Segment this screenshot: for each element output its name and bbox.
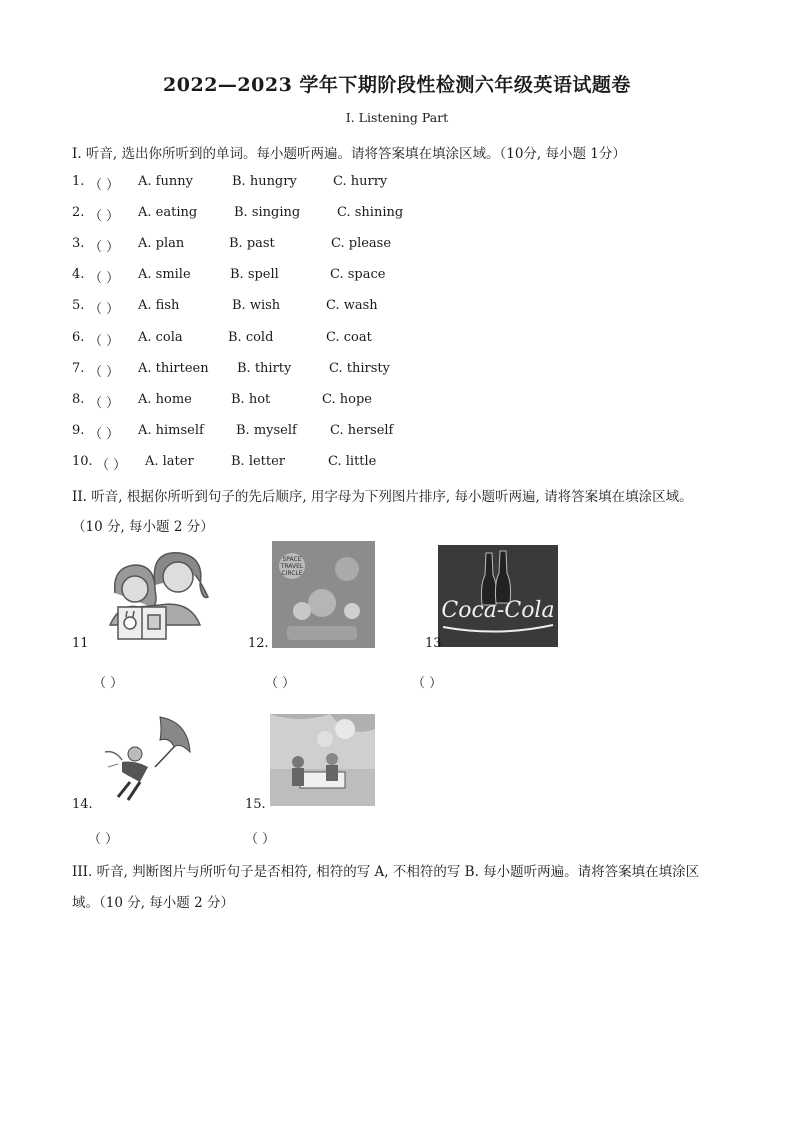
option-a: A. thirteen	[138, 361, 209, 376]
item-11-number: 11	[72, 636, 89, 651]
option-a: A. eating	[138, 205, 198, 220]
question-row	[72, 267, 472, 285]
item-13-answer-blank[interactable]: （ ）	[412, 676, 443, 691]
question-number: 8.	[72, 392, 85, 407]
question-number: 2.	[72, 205, 85, 220]
option-b: B. past	[229, 236, 275, 251]
image-outdoor-picnic	[270, 714, 375, 806]
option-b: B. wish	[232, 298, 281, 313]
question-row	[72, 454, 472, 472]
item-14-number: 14.	[72, 797, 93, 812]
item-13-number: 13	[425, 636, 442, 651]
answer-blank[interactable]: （ ）	[89, 396, 120, 411]
section3-instruction-line2: 域。（10 分, 每小题 2 分）	[72, 895, 234, 911]
option-b: B. cold	[228, 330, 274, 345]
question-number: 7.	[72, 361, 85, 376]
poster-text-line1: SPACE	[282, 556, 302, 563]
item-14-answer-blank[interactable]: （ ）	[88, 832, 119, 847]
option-b: B. singing	[234, 205, 301, 220]
answer-blank[interactable]: （ ）	[89, 178, 120, 193]
question-row	[72, 298, 472, 316]
section3-instruction-line1: III. 听音, 判断图片与所听句子是否相符, 相符的写 A, 不相符的写 B. 每小题听两遍。请将答案填在填涂区	[72, 864, 700, 880]
question-number: 6.	[72, 330, 85, 345]
question-row	[72, 236, 472, 254]
answer-blank[interactable]: （ ）	[89, 334, 120, 349]
option-a: A. cola	[138, 330, 183, 345]
section1-instruction: I. 听音, 选出你所听到的单词。每小题听两遍。请将答案填在填涂区域。（10分, 每小题 1分）	[72, 146, 626, 162]
option-c: C. herself	[330, 423, 394, 438]
option-a: A. plan	[138, 236, 185, 251]
answer-blank[interactable]: （ ）	[89, 302, 120, 317]
section2-instruction-line1: II. 听音, 根据你所听到句子的先后顺序, 用字母为下列图片排序, 每小题听两遍, 请将答案填在填涂区域。	[72, 489, 693, 505]
item-15-answer-blank[interactable]: （ ）	[245, 832, 276, 847]
option-c: C. space	[330, 267, 386, 282]
option-a: A. funny	[138, 174, 193, 189]
option-b: B. thirty	[237, 361, 292, 376]
cola-logo-text: Coca-Cola	[441, 598, 555, 623]
option-a: A. later	[145, 454, 194, 469]
question-row	[72, 174, 472, 192]
option-c: C. coat	[326, 330, 372, 345]
option-b: B. myself	[236, 423, 297, 438]
item-11-answer-blank[interactable]: （ ）	[93, 676, 124, 691]
option-c: C. please	[331, 236, 392, 251]
option-a: A. himself	[138, 423, 204, 438]
item-12-answer-blank[interactable]: （ ）	[265, 676, 296, 691]
question-row	[72, 330, 472, 348]
option-b: B. spell	[230, 267, 279, 282]
answer-blank[interactable]: （ ）	[89, 271, 120, 286]
image-cola-ad	[438, 545, 558, 647]
option-b: B. hungry	[232, 174, 297, 189]
item-15-number: 15.	[245, 797, 266, 812]
part-subtitle: I. Listening Part	[345, 110, 449, 125]
option-c: C. hope	[322, 392, 372, 407]
question-row	[72, 361, 472, 379]
option-a: A. smile	[138, 267, 191, 282]
section2-instruction-line2: （10 分, 每小题 2 分）	[72, 519, 214, 535]
image-space-travel-poster	[272, 541, 375, 648]
answer-blank[interactable]: （ ）	[89, 209, 120, 224]
image-girls-reading	[100, 545, 210, 645]
question-row	[72, 392, 472, 410]
answer-blank[interactable]: （ ）	[89, 427, 120, 442]
item-12-number: 12.	[248, 636, 269, 651]
answer-blank[interactable]: （ ）	[96, 458, 127, 473]
question-number: 4.	[72, 267, 85, 282]
question-number: 3.	[72, 236, 85, 251]
question-number: 10.	[72, 454, 93, 469]
option-b: B. letter	[231, 454, 286, 469]
poster-text-line2: TRAVEL	[280, 563, 304, 570]
option-a: A. fish	[138, 298, 180, 313]
answer-blank[interactable]: （ ）	[89, 365, 120, 380]
question-number: 1.	[72, 174, 85, 189]
option-c: C. little	[328, 454, 377, 469]
question-row	[72, 423, 472, 441]
option-c: C. wash	[326, 298, 378, 313]
page-title: 2022—2023 学年下期阶段性检测六年级英语试题卷	[163, 74, 631, 96]
question-row	[72, 205, 472, 223]
option-c: C. thirsty	[329, 361, 390, 376]
option-c: C. hurry	[333, 174, 388, 189]
option-b: B. hot	[231, 392, 271, 407]
option-a: A. home	[138, 392, 192, 407]
image-windy-umbrella	[100, 712, 195, 802]
poster-text-line3: CIRCLE	[281, 570, 303, 577]
question-number: 5.	[72, 298, 85, 313]
answer-blank[interactable]: （ ）	[89, 240, 120, 255]
option-c: C. shining	[337, 205, 404, 220]
question-number: 9.	[72, 423, 85, 438]
